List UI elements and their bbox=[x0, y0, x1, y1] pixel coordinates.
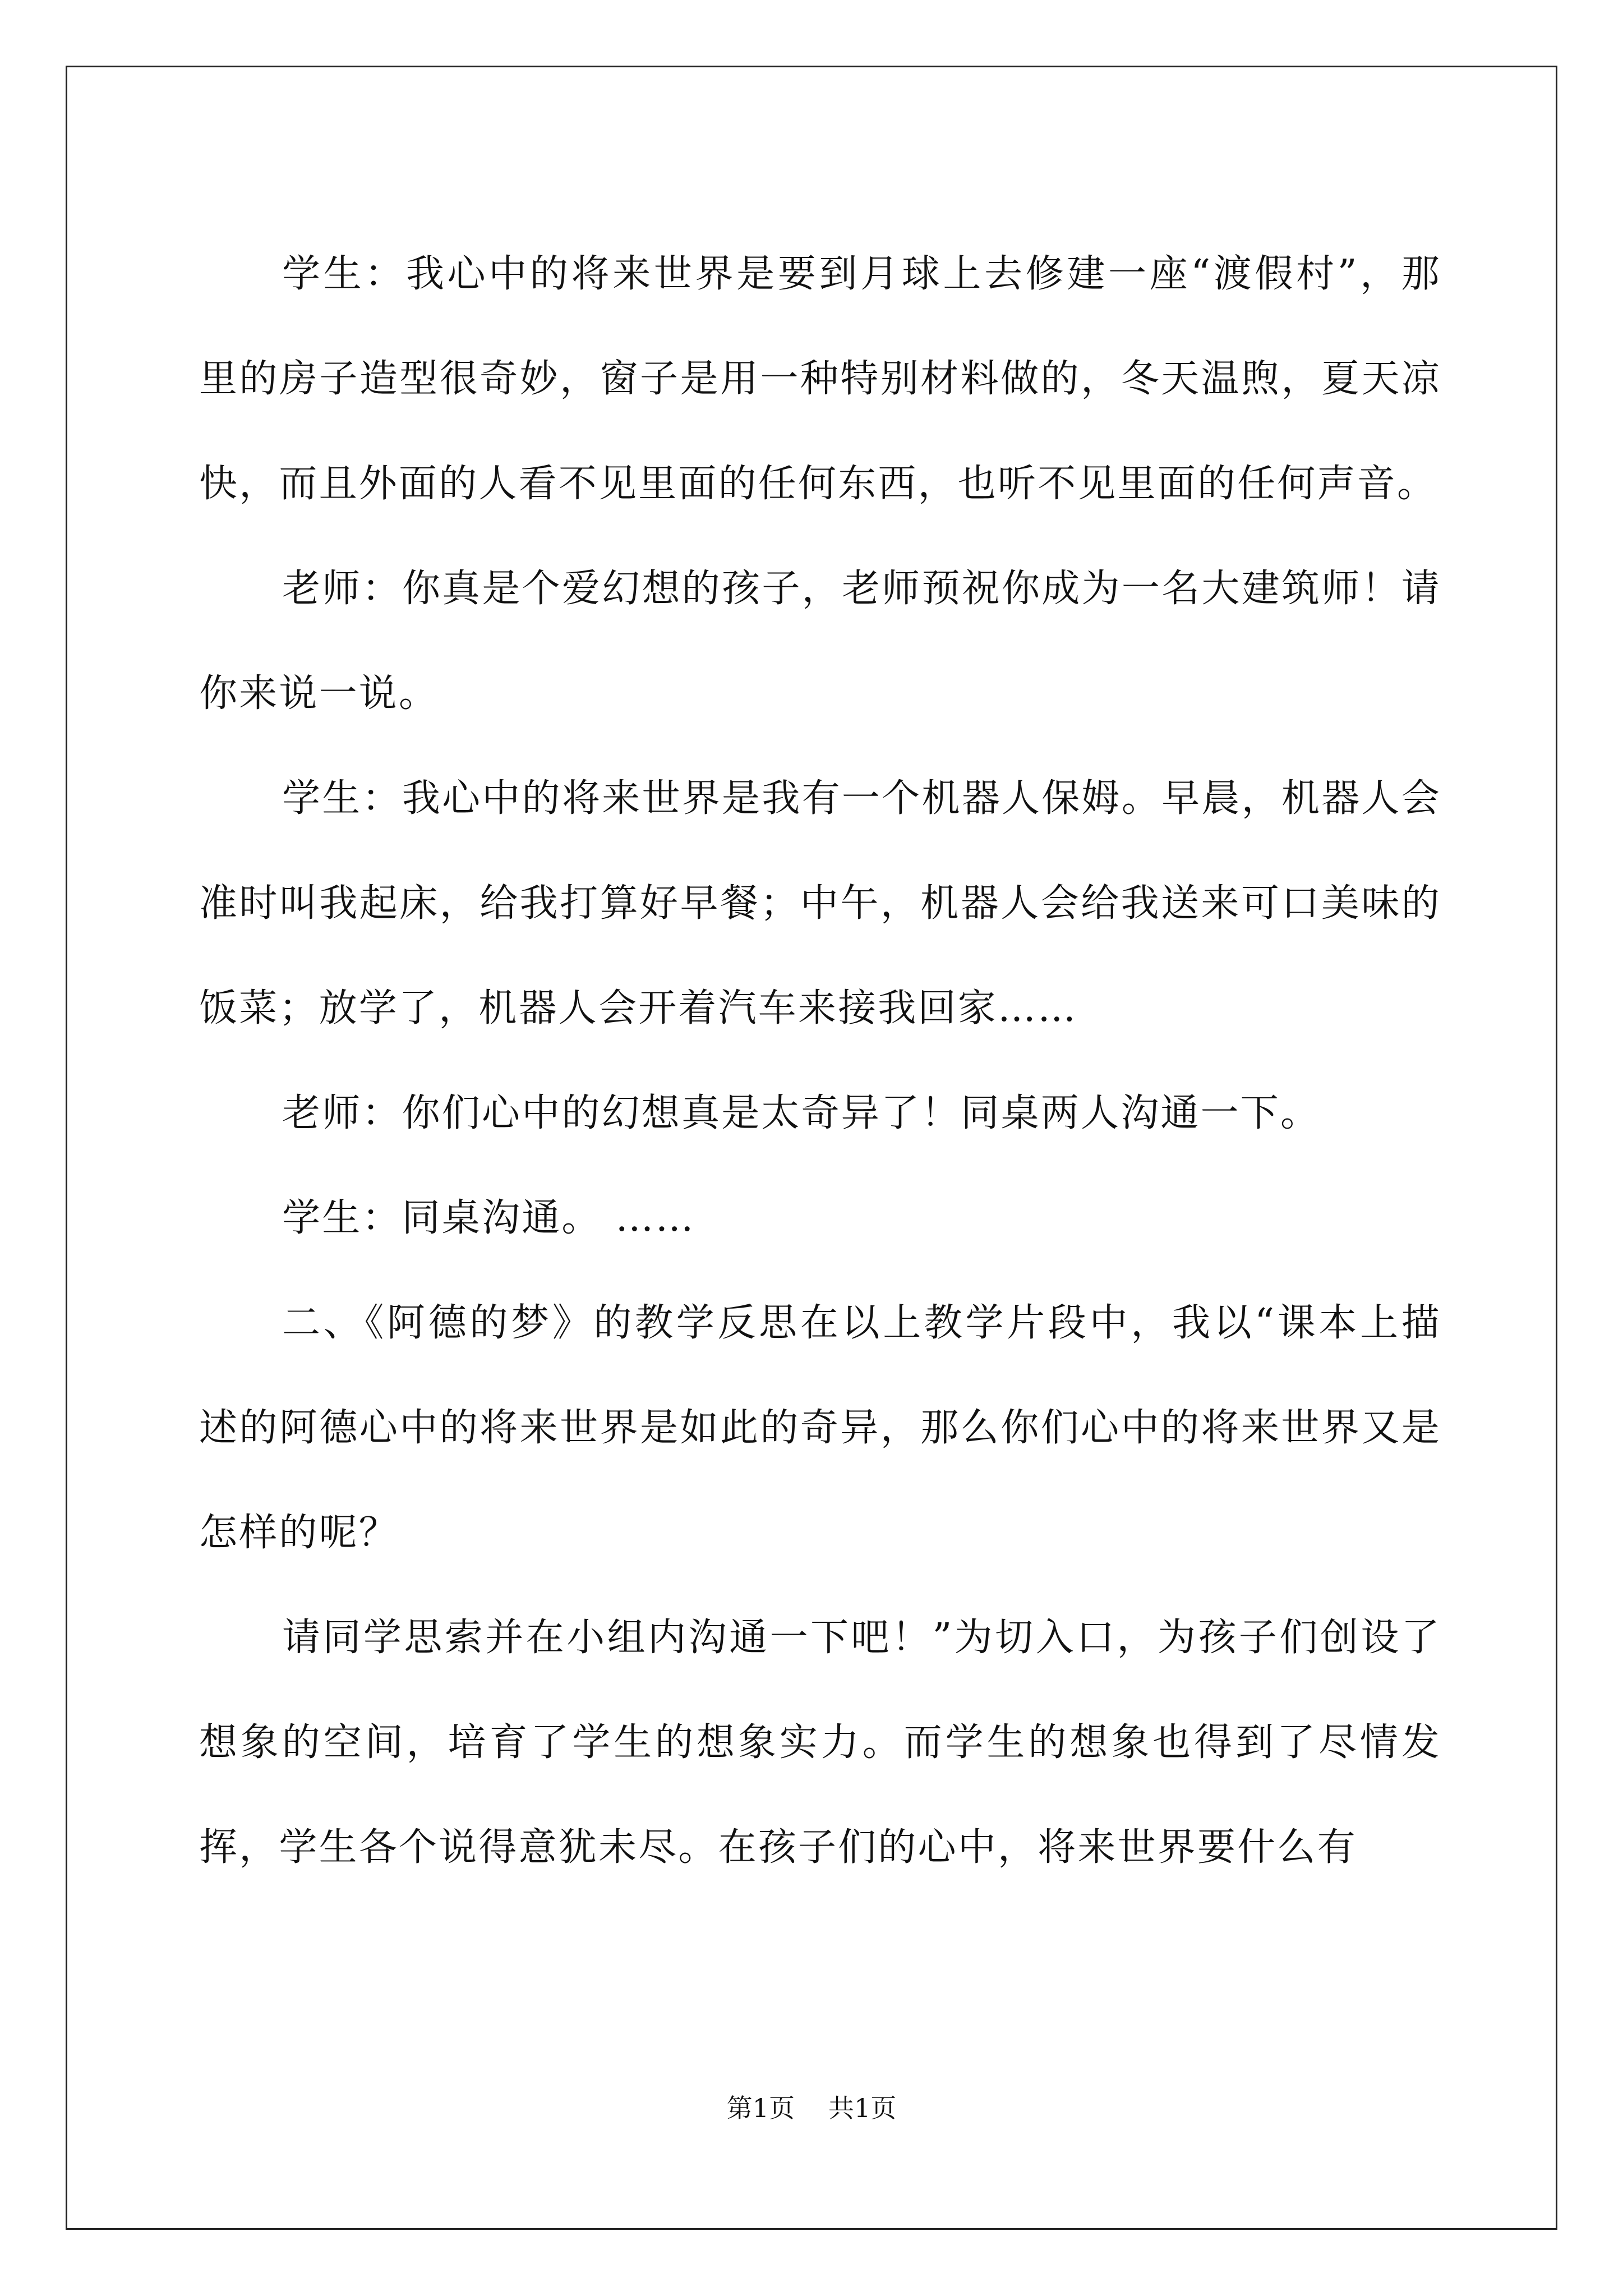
page-number: 第1页 bbox=[726, 2093, 795, 2123]
paragraph-student-robot-nanny: 学生：我心中的将来世界是我有一个机器人保姆。早晨，机器人会准时叫我起床，给我打算好早餐；中午，机器人会给我送来可口美味的饭菜；放学了，机器人会开着汽车来接我回家…… bbox=[199, 776, 1441, 1030]
page-footer bbox=[0, 2091, 1623, 2125]
paragraph-reflection-body: 请同学思索并在小组内沟通一下吧！”为切入口，为孩子们创设了想象的空间，培育了学生的想象实力。而学生的想象也得到了尽情发挥，学生各个说得意犹未尽。在孩子们的心中，将来世界要什么有 bbox=[199, 1616, 1441, 1870]
page-total: 共1页 bbox=[828, 2093, 897, 2123]
paragraph-teacher-discuss: 老师：你们心中的幻想真是太奇异了！同桌两人沟通一下。 bbox=[282, 1091, 1321, 1135]
paragraph-teacher-architect: 老师：你真是个爱幻想的孩子，老师预祝你成为一名大建筑师！请你来说一说。 bbox=[199, 567, 1441, 716]
document-body bbox=[199, 222, 1441, 1900]
paragraph-student-discuss: 学生：同桌沟通。 …… bbox=[282, 1196, 695, 1240]
paragraph-reflection-heading: 二、《阿德的梦》的教学反思在以上教学片段中，我以“课本上描述的阿德心中的将来世界是如此的奇异，那么你们心中的将来世界又是怎样的呢？ bbox=[199, 1301, 1441, 1555]
paragraph-student-moon-resort: 学生：我心中的将来世界是要到月球上去修建一座“渡假村”，那里的房子造型很奇妙，窗子是用一种特别材料做的，冬天温煦，夏天凉快，而且外面的人看不见里面的任何东西，也听不见里面的任何声音。 bbox=[199, 252, 1441, 506]
